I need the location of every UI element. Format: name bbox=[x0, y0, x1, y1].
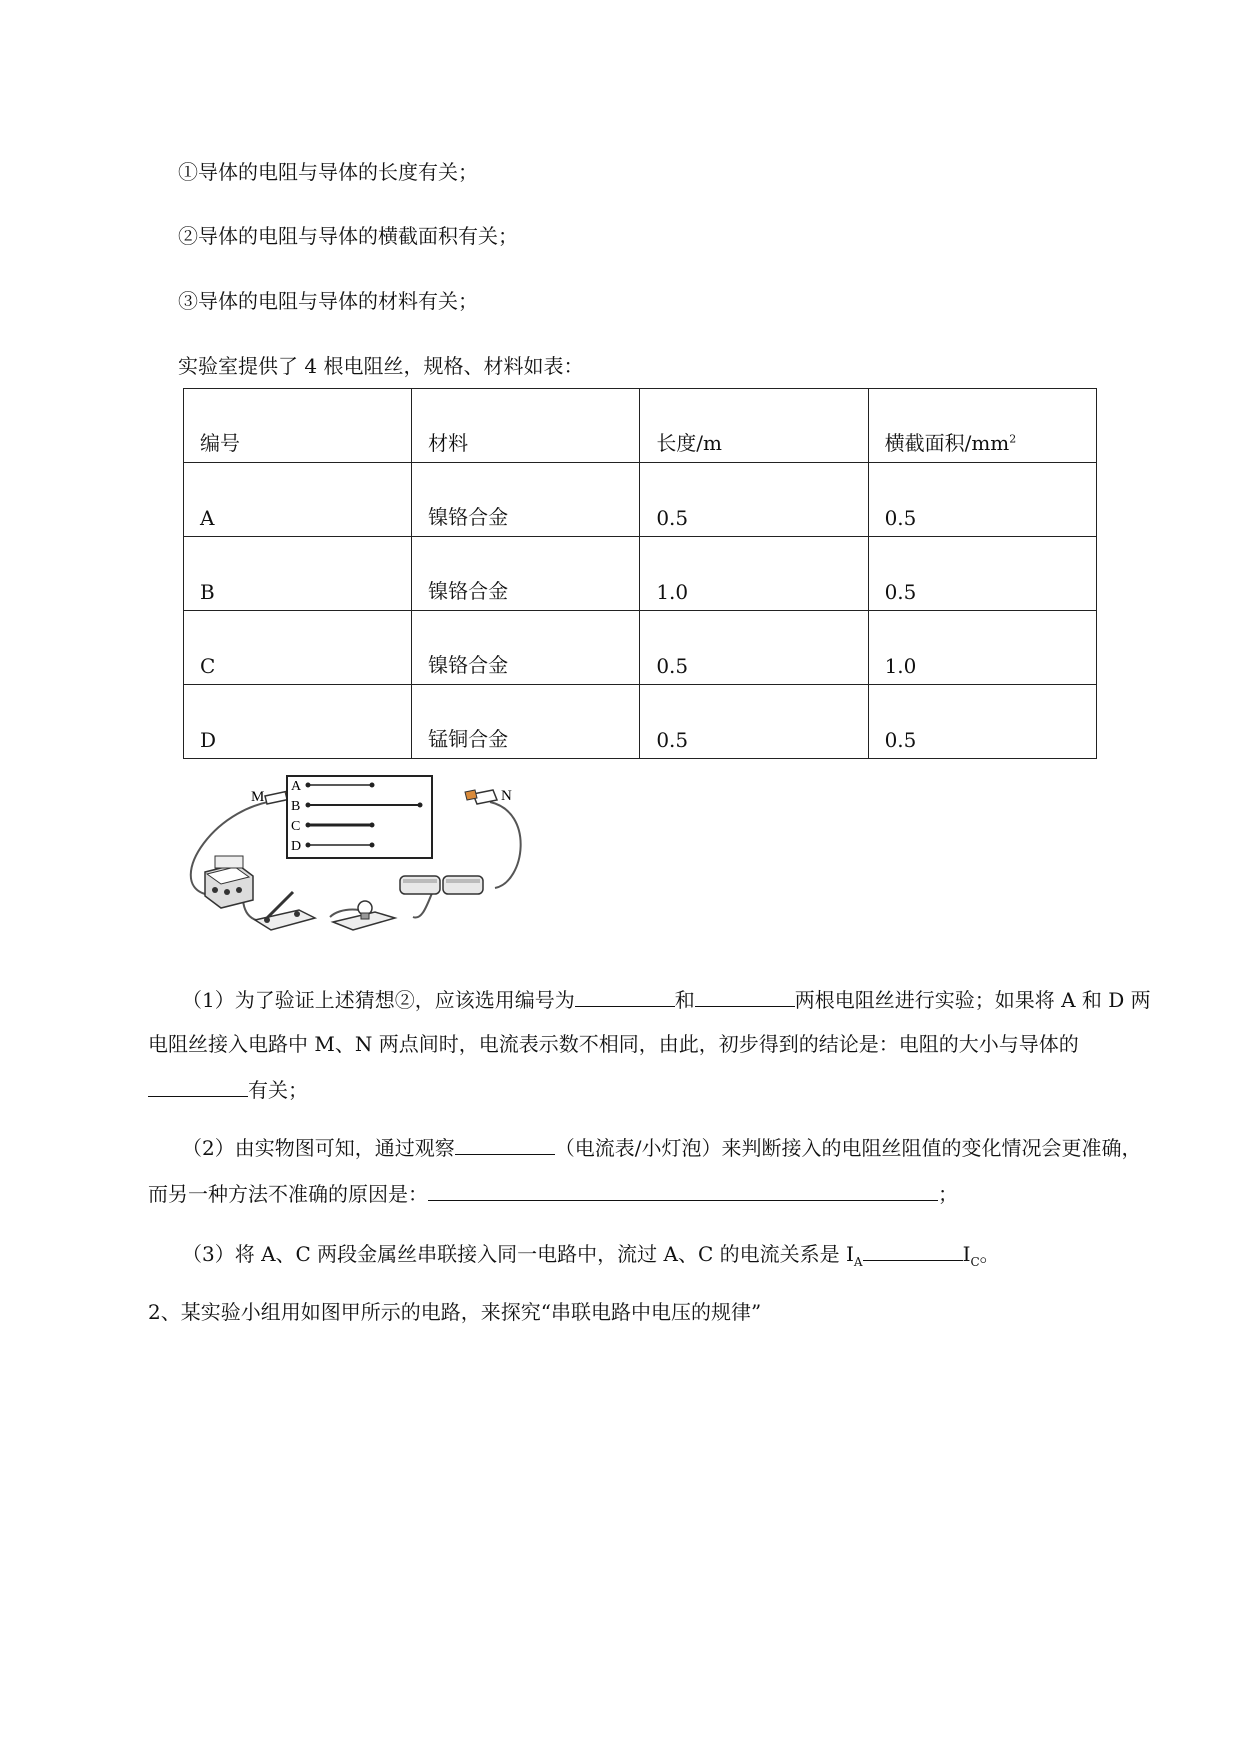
header-cell bbox=[868, 389, 1096, 463]
blank-6[interactable] bbox=[863, 1230, 963, 1261]
label-c: C bbox=[291, 819, 301, 834]
q3-text-1: （3）将 A、C 两段金属丝串联接入同一电路中，流过 A、C 的电流关系是 I bbox=[182, 1242, 854, 1266]
table-row bbox=[184, 537, 1097, 611]
header-cell-text: 横截面积/mm bbox=[884, 431, 1010, 455]
ammeter-icon bbox=[205, 856, 253, 908]
table-cell: 0.5 bbox=[640, 685, 868, 759]
table-cell: C bbox=[184, 611, 412, 685]
q2-text-1: （2）由实物图可知，通过观察 bbox=[182, 1136, 455, 1160]
header-cell: 长度/m bbox=[640, 389, 868, 463]
q3-text-3: 。 bbox=[979, 1242, 1000, 1266]
q2-text-3: ； bbox=[938, 1182, 958, 1206]
table-cell: 镍铬合金 bbox=[412, 463, 640, 537]
table-cell: 镍铬合金 bbox=[412, 611, 640, 685]
subscript-a: A bbox=[853, 1255, 863, 1269]
table-header-row bbox=[184, 389, 1097, 463]
q3-text-2: I bbox=[962, 1242, 971, 1266]
label-a: A bbox=[291, 779, 302, 794]
header-cell: 编号 bbox=[184, 389, 412, 463]
table-cell: 镍铬合金 bbox=[412, 537, 640, 611]
q1-text-1: （1）为了验证上述猜想②，应该选用编号为 bbox=[182, 988, 575, 1012]
q1-text-4: 有关； bbox=[248, 1078, 308, 1102]
blank-4[interactable] bbox=[455, 1124, 555, 1155]
header-cell: 材料 bbox=[412, 389, 640, 463]
wire bbox=[490, 802, 521, 888]
hypothesis-2: ②导体的电阻与导体的横截面积有关； bbox=[178, 224, 518, 248]
subscript-c: C bbox=[970, 1255, 980, 1269]
q1-text-2: 和 bbox=[674, 988, 695, 1012]
blank-2[interactable] bbox=[695, 976, 795, 1007]
superscript: 2 bbox=[1009, 432, 1017, 446]
circuit-diagram bbox=[175, 772, 575, 942]
blank-5[interactable] bbox=[428, 1170, 938, 1201]
q2-text-2: （电流表/小灯泡）来判断接入的电阻丝阻值的变化情况会更准确，而另一种方法不准确的原因是： bbox=[148, 1136, 1142, 1206]
q1-text-3: 两根电阻丝进行实验；如果将 A 和 D 两电阻丝接入电路中 M、N 两点间时，电流表示数不相同，由此，初步得到的结论是：电阻的大小与导体的 bbox=[148, 988, 1151, 1056]
hypothesis-3: ③导体的电阻与导体的材料有关； bbox=[178, 289, 478, 313]
label-b: B bbox=[291, 799, 301, 814]
table-cell: 1.0 bbox=[640, 537, 868, 611]
switch-icon bbox=[255, 892, 315, 930]
table-row bbox=[184, 685, 1097, 759]
blank-1[interactable] bbox=[575, 976, 675, 1007]
blank-3[interactable] bbox=[148, 1066, 248, 1097]
battery-icon bbox=[400, 876, 483, 894]
hypothesis-1: ①导体的电阻与导体的长度有关； bbox=[178, 160, 478, 184]
table-row bbox=[184, 611, 1097, 685]
table-cell: D bbox=[184, 685, 412, 759]
question-2 bbox=[148, 1124, 1158, 1216]
table-cell: 0.5 bbox=[640, 463, 868, 537]
question-1 bbox=[148, 976, 1158, 1112]
question-2-heading: 2、某实验小组用如图甲所示的电路，来探究“串联电路中电压的规律” bbox=[148, 1300, 762, 1324]
table-cell: 0.5 bbox=[640, 611, 868, 685]
question-3 bbox=[148, 1230, 1158, 1284]
resistance-wire-table bbox=[183, 388, 1097, 759]
table-cell: A bbox=[184, 463, 412, 537]
bulb-icon bbox=[333, 901, 395, 930]
label-d: D bbox=[291, 839, 302, 854]
table-intro: 实验室提供了 4 根电阻丝，规格、材料如表： bbox=[178, 354, 584, 378]
label-m: M bbox=[251, 789, 265, 805]
table-cell: 0.5 bbox=[868, 463, 1096, 537]
table-cell: B bbox=[184, 537, 412, 611]
table-cell: 0.5 bbox=[868, 685, 1096, 759]
label-n: N bbox=[501, 788, 512, 804]
table-cell: 锰铜合金 bbox=[412, 685, 640, 759]
table-cell: 1.0 bbox=[868, 611, 1096, 685]
table-cell: 0.5 bbox=[868, 537, 1096, 611]
table-row bbox=[184, 463, 1097, 537]
